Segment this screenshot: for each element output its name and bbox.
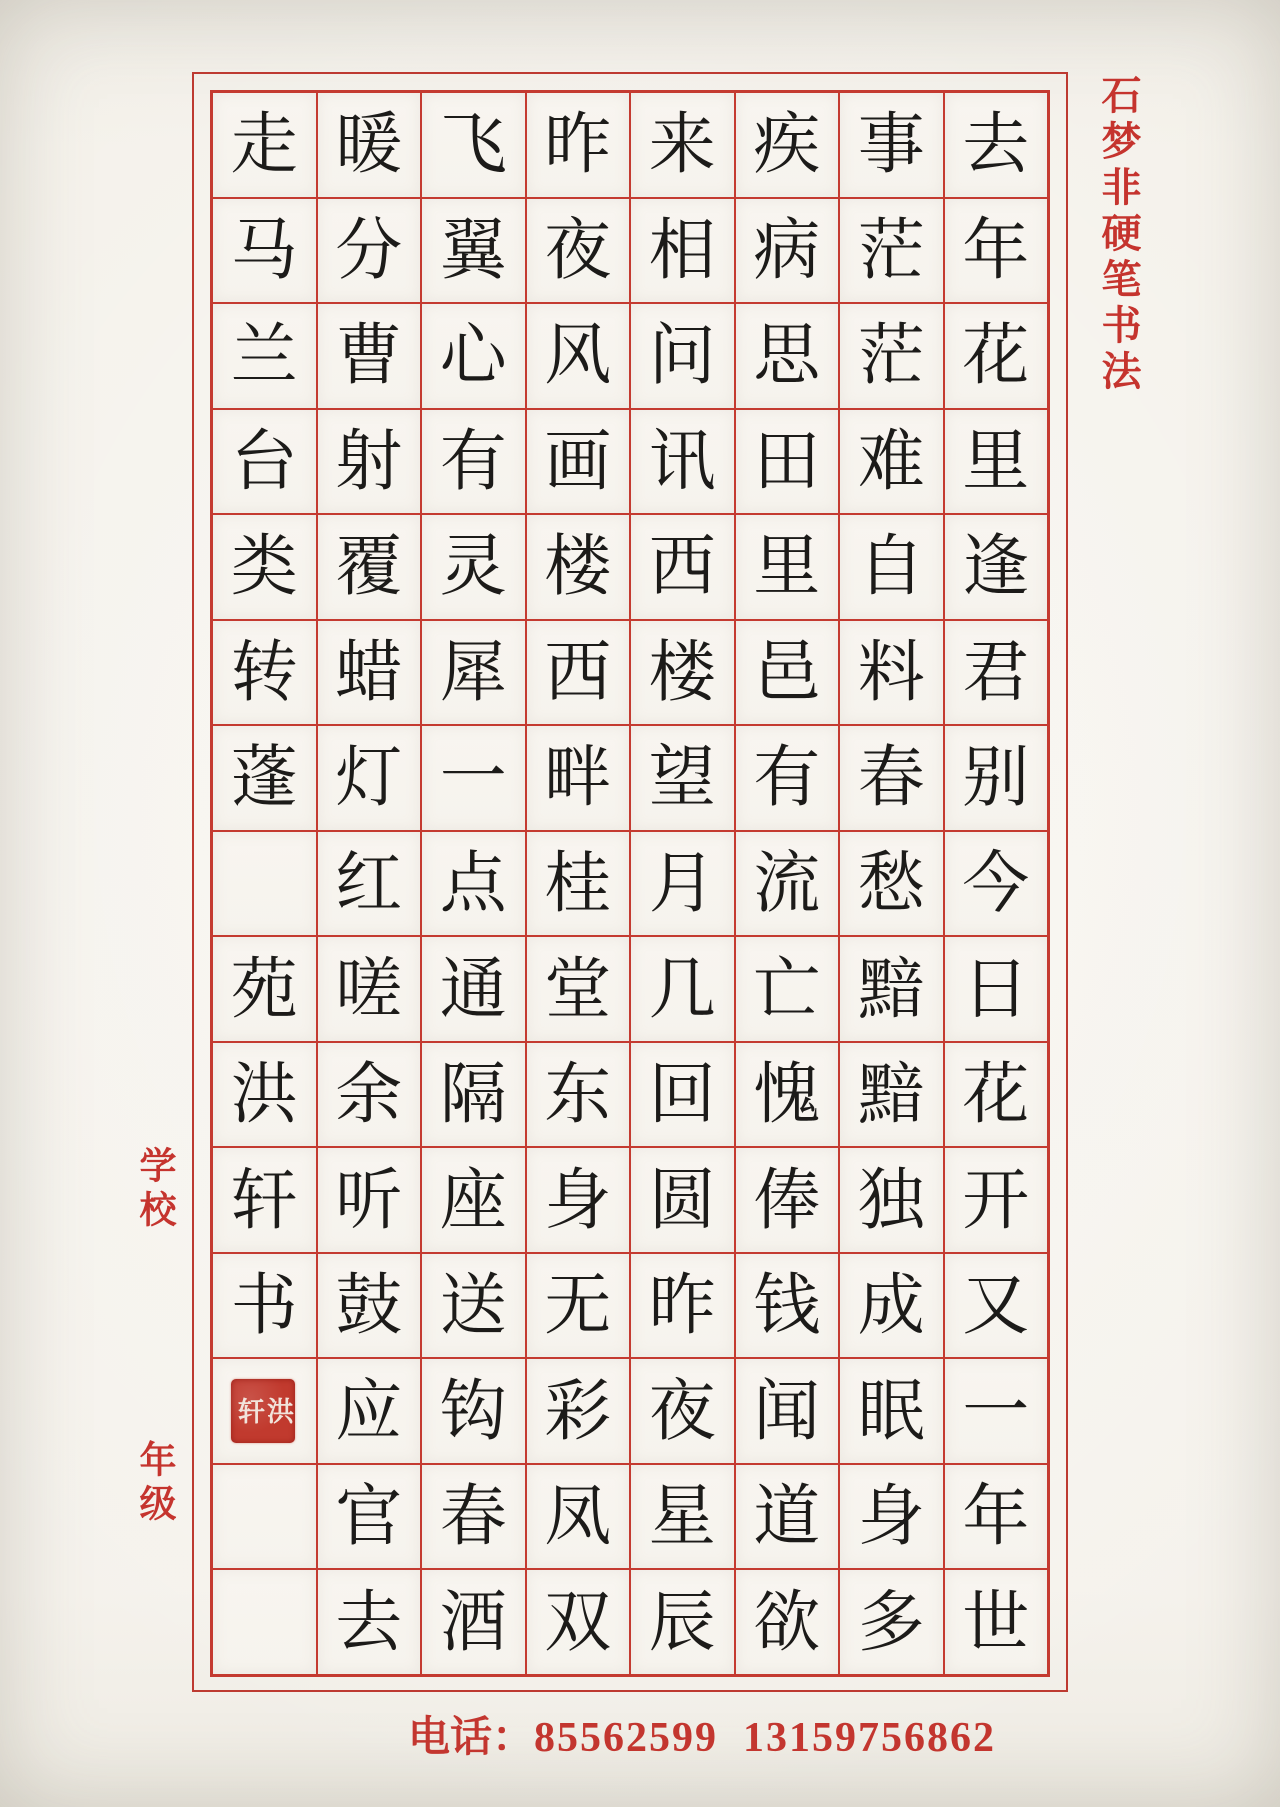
grid-cell-character: 讯	[631, 410, 734, 514]
grid-cell-character: 几	[631, 937, 734, 1041]
grid-cell-character: 楼	[631, 621, 734, 725]
grid-cell-character: 身	[527, 1148, 630, 1252]
grid-cell-character: 应	[318, 1359, 421, 1463]
grid-cell-character: 轩	[213, 1148, 316, 1252]
grid-cell-character: 愁	[840, 832, 943, 936]
grid-cell-character: 灯	[318, 726, 421, 830]
grid-cell-character: 君	[945, 621, 1048, 725]
grid-cell-character: 苑	[213, 937, 316, 1041]
grid-cell-character: 兰	[213, 304, 316, 408]
grid-cell-character: 嗟	[318, 937, 421, 1041]
grid-cell-character: 流	[736, 832, 839, 936]
grid-cell-character: 病	[736, 199, 839, 303]
grid-cell-character: 月	[631, 832, 734, 936]
grid-cell-character: 夜	[527, 199, 630, 303]
grid-cell-character: 去	[318, 1570, 421, 1674]
grid-cell-character: 春	[422, 1465, 525, 1569]
grid-cell-character: 双	[527, 1570, 630, 1674]
grid-cell-character: 欲	[736, 1570, 839, 1674]
grid-cell-character: 西	[631, 515, 734, 619]
grid-cell-character: 心	[422, 304, 525, 408]
grid-cell-character: 花	[945, 1043, 1048, 1147]
grid-cell-character: 有	[736, 726, 839, 830]
grid-cell-character: 茫	[840, 199, 943, 303]
phone-numbers: 85562599 13159756862	[534, 1715, 996, 1761]
grid-cell-character: 里	[736, 515, 839, 619]
grid-cell-character: 暖	[318, 93, 421, 197]
grid-cell-character: 隔	[422, 1043, 525, 1147]
grid-cell-character: 来	[631, 93, 734, 197]
seal-character: 洪	[262, 1396, 293, 1426]
grid-cell-character: 黯	[840, 937, 943, 1041]
grid-cell-character: 西	[527, 621, 630, 725]
grid-cell-character: 楼	[527, 515, 630, 619]
grid-cell-character: 翼	[422, 199, 525, 303]
grid-cell-character: 年	[945, 1465, 1048, 1569]
grid-cell-character: 蓬	[213, 726, 316, 830]
grid-cell-character: 昨	[527, 93, 630, 197]
grid-cell-character: 一	[422, 726, 525, 830]
phone-footer	[124, 1704, 1280, 1764]
grid-cell-character: 点	[422, 832, 525, 936]
grid-cell-character: 座	[422, 1148, 525, 1252]
grid-cell-character: 花	[945, 304, 1048, 408]
grid-cell-empty	[213, 832, 316, 936]
grid-cell-character: 昨	[631, 1254, 734, 1358]
grid-cell-character: 洪	[213, 1043, 316, 1147]
grid-cell-character: 走	[213, 93, 316, 197]
phone-label: 电话：	[407, 1715, 534, 1761]
grid-cell-character: 堂	[527, 937, 630, 1041]
grid-cell-character: 夜	[631, 1359, 734, 1463]
grid-cell-character: 又	[945, 1254, 1048, 1358]
grid-cell-character: 钱	[736, 1254, 839, 1358]
grid-cell-character: 去	[945, 93, 1048, 197]
grid-cell-character: 开	[945, 1148, 1048, 1252]
grid-cell-character: 马	[213, 199, 316, 303]
grid-cell-character: 疾	[736, 93, 839, 197]
grid-cell-character: 犀	[422, 621, 525, 725]
grid-cell-character: 灵	[422, 515, 525, 619]
grid-cell-character: 官	[318, 1465, 421, 1569]
grid-cell-character: 书	[213, 1254, 316, 1358]
grid-cell-character: 黯	[840, 1043, 943, 1147]
grid-cell-character: 闻	[736, 1359, 839, 1463]
grid-cell-character: 难	[840, 410, 943, 514]
grid-cell-character: 田	[736, 410, 839, 514]
grid-cell-character: 茫	[840, 304, 943, 408]
school-label: 学校	[133, 1146, 174, 1234]
grid-cell-character: 料	[840, 621, 943, 725]
grid-cell-character: 余	[318, 1043, 421, 1147]
grid-cell-character: 日	[945, 937, 1048, 1041]
grid-cell-character: 成	[840, 1254, 943, 1358]
grid-cell-character: 相	[631, 199, 734, 303]
grid-cell-character: 通	[422, 937, 525, 1041]
grid-cell-character: 钩	[422, 1359, 525, 1463]
sheet-title: 石梦非硬笔书法	[1096, 74, 1141, 396]
grid-cell-character: 星	[631, 1465, 734, 1569]
grid-cell-empty	[213, 1465, 316, 1569]
grid-cell-character: 红	[318, 832, 421, 936]
grid-cell-character: 问	[631, 304, 734, 408]
grid-cell-character: 无	[527, 1254, 630, 1358]
grid-cell-character: 风	[527, 304, 630, 408]
character-grid	[210, 90, 1050, 1677]
grid-cell-character: 一	[945, 1359, 1048, 1463]
grid-cell-character: 自	[840, 515, 943, 619]
grid-cell-character: 酒	[422, 1570, 525, 1674]
grid-cell-character: 桂	[527, 832, 630, 936]
grid-cell-character: 听	[318, 1148, 421, 1252]
grid-cell-character: 身	[840, 1465, 943, 1569]
grid-cell-character: 东	[527, 1043, 630, 1147]
grid-cell-character: 思	[736, 304, 839, 408]
seal-character: 轩	[233, 1396, 264, 1426]
grid-cell-character: 邑	[736, 621, 839, 725]
grid-cell-character: 畔	[527, 726, 630, 830]
grid-cell-character: 独	[840, 1148, 943, 1252]
grid-cell-character: 里	[945, 410, 1048, 514]
grid-cell-character: 多	[840, 1570, 943, 1674]
grid-cell-character: 台	[213, 410, 316, 514]
grid-cell-character: 凤	[527, 1465, 630, 1569]
grid-cell-character: 亡	[736, 937, 839, 1041]
grid-cell-character: 愧	[736, 1043, 839, 1147]
artist-seal	[231, 1379, 295, 1443]
grid-cell-character: 望	[631, 726, 734, 830]
grid-cell-character: 回	[631, 1043, 734, 1147]
grid-cell-character: 射	[318, 410, 421, 514]
grade-label: 年级	[133, 1440, 174, 1528]
grid-cell-character: 画	[527, 410, 630, 514]
grid-cell-character: 今	[945, 832, 1048, 936]
grid-cell-character: 类	[213, 515, 316, 619]
grid-cell-character: 蜡	[318, 621, 421, 725]
grid-cell-character: 送	[422, 1254, 525, 1358]
grid-cell-character: 飞	[422, 93, 525, 197]
grid-cell-empty	[213, 1570, 316, 1674]
grid-cell-character: 有	[422, 410, 525, 514]
grid-cell-character: 曹	[318, 304, 421, 408]
grid-cell-character: 道	[736, 1465, 839, 1569]
grid-cell-character: 别	[945, 726, 1048, 830]
grid-cell-character: 年	[945, 199, 1048, 303]
grid-cell-character: 辰	[631, 1570, 734, 1674]
grid-cell-empty	[213, 1359, 316, 1463]
grid-cell-character: 覆	[318, 515, 421, 619]
grid-cell-character: 彩	[527, 1359, 630, 1463]
grid-cell-character: 分	[318, 199, 421, 303]
grid-cell-character: 转	[213, 621, 316, 725]
grid-cell-character: 春	[840, 726, 943, 830]
grid-cell-character: 鼓	[318, 1254, 421, 1358]
grid-cell-character: 圆	[631, 1148, 734, 1252]
grid-cell-character: 逢	[945, 515, 1048, 619]
grid-cell-character: 事	[840, 93, 943, 197]
grid-cell-character: 眠	[840, 1359, 943, 1463]
grid-cell-character: 俸	[736, 1148, 839, 1252]
grid-cell-character: 世	[945, 1570, 1048, 1674]
